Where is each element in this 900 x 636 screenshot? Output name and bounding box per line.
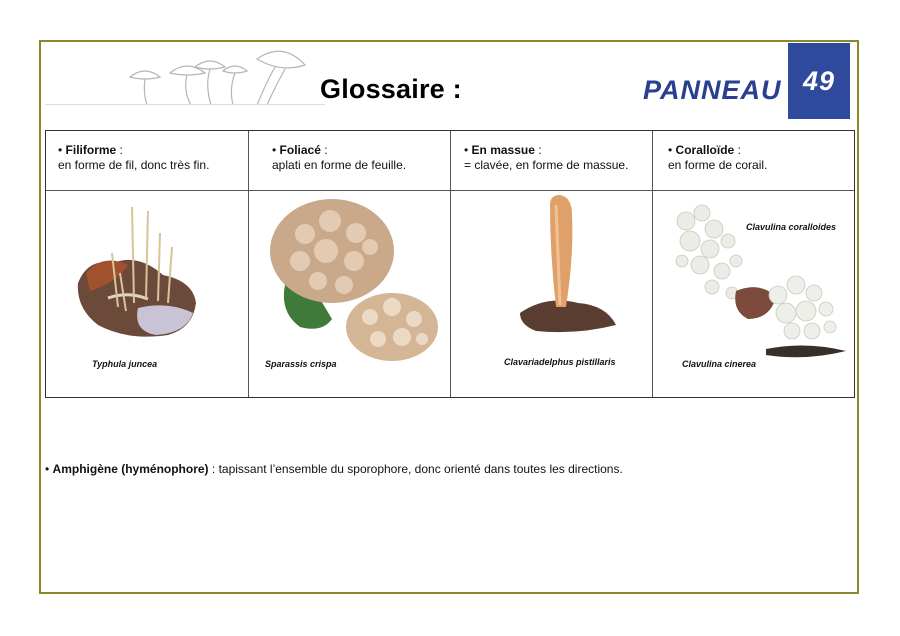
term-name: En massue [471,143,535,157]
bullet: • [668,143,673,157]
footnote-amphigene [45,462,623,476]
page-title: Glossaire : [320,74,462,104]
clavariadelphus-pistillaris-image [516,195,621,335]
term-definition: en forme de corail. [668,158,768,172]
column-divider [248,131,249,397]
row-divider [46,190,854,191]
bullet: • [58,143,63,157]
footnote-definition: : tapissant l’ensemble du sporophore, donc orienté dans toutes les directions. [208,462,623,476]
term-name: Coralloïde [675,143,735,157]
term-foliace [272,143,462,173]
term-coralloide [668,143,858,173]
image-caption: Clavariadelphus pistillaris [504,357,616,367]
term-filiforme [58,143,248,173]
bullet: • [272,143,277,157]
term-separator: : [534,143,542,157]
term-definition: = clavée, en forme de massue. [464,158,629,172]
term-name: Filiforme [65,143,117,157]
image-caption-secondary: Clavulina coralloides [746,222,837,232]
bullet: • [45,462,50,476]
glossary-table [45,130,855,398]
term-separator: : [734,143,741,157]
term-definition: aplati en forme de feuille. [272,158,407,172]
term-en-massue [464,143,654,173]
image-caption: Typhula juncea [92,359,158,369]
header-underline [45,104,325,105]
image-caption: Clavulina cinerea [682,359,757,369]
sparassis-crispa-image [260,199,440,369]
term-separator: : [116,143,123,157]
clavulina-image [666,201,851,363]
image-caption: Sparassis crispa [265,359,337,369]
bullet: • [464,143,469,157]
panel-label: PANNEAU [643,75,782,105]
mushroom-sketch-icon [125,45,315,107]
term-separator: : [320,143,328,157]
footnote-term: Amphigène (hyménophore) [52,462,209,476]
typhula-juncea-image [68,203,228,353]
term-name: Foliacé [279,143,321,157]
term-definition: en forme de fil, donc très fin. [58,158,210,172]
panel-number-badge: 49 [788,43,850,119]
